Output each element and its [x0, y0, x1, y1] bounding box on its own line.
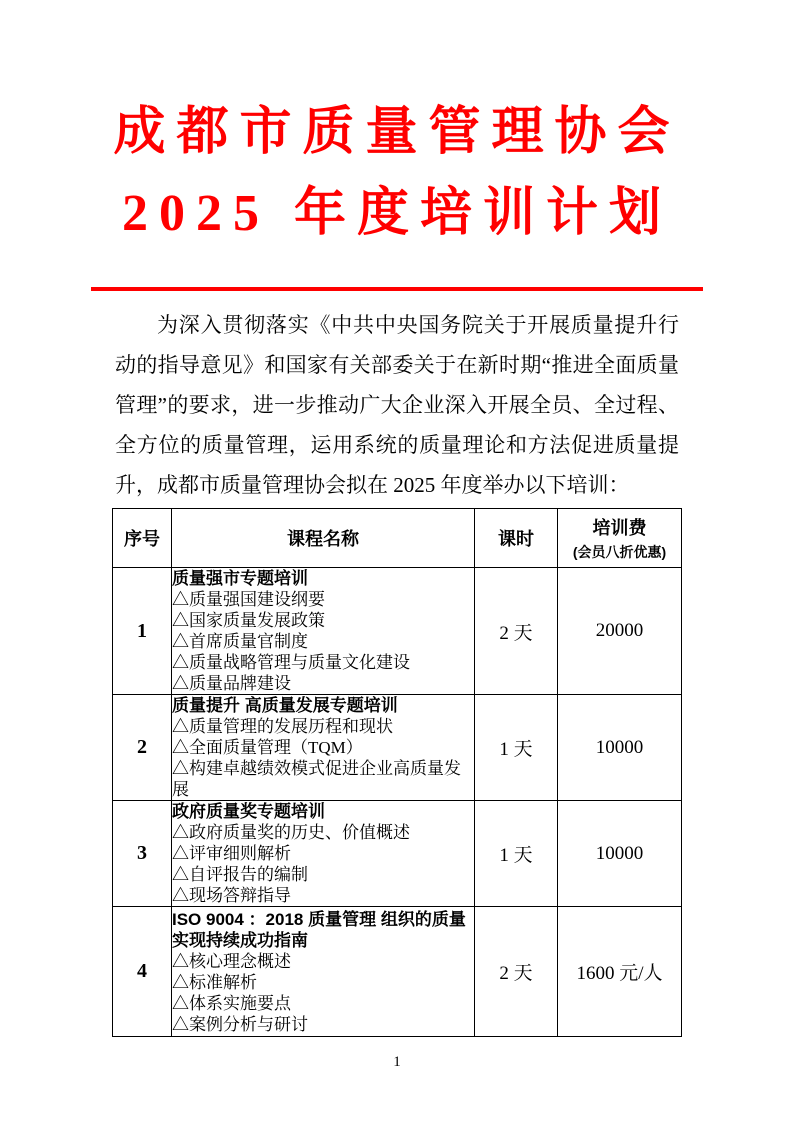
row-index: 2 — [113, 695, 172, 801]
header-index: 序号 — [113, 509, 172, 568]
table-row — [113, 568, 682, 695]
course-item: △案例分析与研讨 — [172, 1014, 308, 1034]
course-item: △核心理念概述 — [172, 951, 291, 971]
table-row — [113, 695, 682, 801]
course-item: △质量战略管理与质量文化建设 — [172, 653, 410, 672]
page-number: 1 — [393, 1054, 401, 1070]
course-item: △国家质量发展政策 — [172, 611, 325, 630]
header-fee-note: (会员八折优惠) — [572, 544, 667, 560]
course-hours: 1 天 — [475, 801, 558, 907]
course-fee: 1600 元/人 — [558, 907, 682, 1037]
course-item: △现场答辩指导 — [172, 886, 291, 905]
training-plan-table — [112, 508, 682, 1037]
table-row — [113, 801, 682, 907]
header-course-name: 课程名称 — [172, 509, 475, 568]
course-item: △首席质量官制度 — [172, 632, 308, 651]
course-cell — [172, 907, 475, 1037]
course-title: ISO 9004 ：2018 质量管理 组织的质量实现持续成功指南 — [172, 909, 466, 950]
course-item: △评审细则解析 — [172, 844, 291, 863]
course-fee: 20000 — [558, 568, 682, 695]
course-item: △质量强国建设纲要 — [172, 590, 325, 609]
course-cell — [172, 568, 475, 695]
course-cell — [172, 801, 475, 907]
course-item: △体系实施要点 — [172, 993, 291, 1013]
red-divider-rule — [91, 287, 703, 291]
title-line-2: 2025 年度培训计划 — [121, 185, 672, 242]
course-item: △质量品牌建设 — [172, 674, 291, 693]
course-fee: 10000 — [558, 801, 682, 907]
course-title: 政府质量奖专题培训 — [172, 802, 325, 821]
course-hours: 1 天 — [475, 695, 558, 801]
course-title: 质量强市专题培训 — [172, 569, 308, 588]
course-item: △质量管理的发展历程和现状 — [172, 717, 393, 736]
row-index: 3 — [113, 801, 172, 907]
row-index: 1 — [113, 568, 172, 695]
course-hours: 2 天 — [475, 907, 558, 1037]
header-hours: 课时 — [475, 509, 558, 568]
table-header-row — [113, 509, 682, 568]
course-item: △构建卓越绩效模式促进企业高质量发展 — [172, 759, 461, 799]
table-row — [113, 907, 682, 1037]
course-title: 质量提升 高质量发展专题培训 — [172, 696, 398, 715]
row-index: 4 — [113, 907, 172, 1037]
header-fee — [558, 509, 682, 568]
course-item: △政府质量奖的历史、价值概述 — [172, 823, 410, 842]
course-item: △全面质量管理（TQM） — [172, 738, 363, 757]
header-fee-label: 培训费 — [592, 518, 647, 538]
course-item: △自评报告的编制 — [172, 865, 308, 884]
course-item: △标准解析 — [172, 972, 257, 992]
course-fee: 10000 — [558, 695, 682, 801]
course-hours: 2 天 — [475, 568, 558, 695]
intro-paragraph: 为深入贯彻落实《中共中央国务院关于开展质量提升行动的指导意见》和国家有关部委关于在新时期“推进全面质量管理”的要求，进一步推动广大企业深入开展全员、全过程、全方位的质量管理，运用系统的质量理论和方法促进质量提升，成都市质量管理协会拟在 2025 年度举办以下培训： — [115, 313, 679, 497]
document-title — [0, 0, 794, 254]
title-line-1: 成都市质量管理协会 — [113, 104, 681, 161]
course-cell — [172, 695, 475, 801]
